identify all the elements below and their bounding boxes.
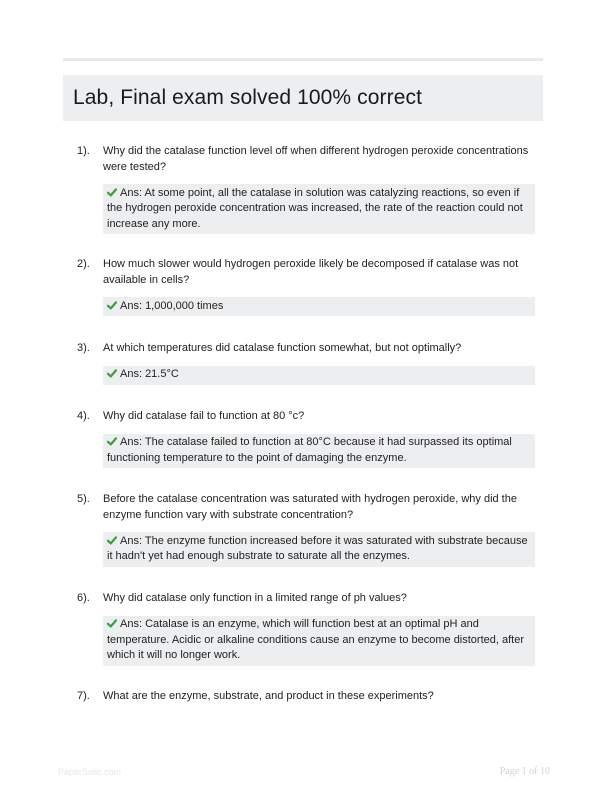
- answer-box: [103, 297, 535, 316]
- top-divider: [63, 58, 543, 61]
- question-text: At which temperatures did catalase function somewhat, but not optimally?: [103, 342, 462, 354]
- question-number: 1).: [77, 145, 90, 157]
- answer-text: Ans: The catalase failed to function at 80°C because it had surpassed its optimal functioning temperature to the point of damaging the enzyme.: [107, 436, 512, 464]
- question-text: Why did catalase fail to function at 80 °c?: [103, 410, 305, 422]
- question-text: Before the catalase concentration was saturated with hydrogen peroxide, why did the enzyme function vary with substrate concentration?: [103, 493, 517, 521]
- question-number: 4).: [77, 410, 90, 422]
- question-text: What are the enzyme, substrate, and product in these experiments?: [103, 690, 434, 702]
- question-item-1: [77, 144, 547, 234]
- answer-text: Ans: Catalase is an enzyme, which will function best at an optimal pH and temperature. Acidic or alkaline conditions cause an enzyme to become distorted, after which it will no longer work.: [107, 618, 525, 661]
- question-text: Why did catalase only function in a limited range of ph values?: [103, 592, 407, 604]
- question-item-4: [77, 409, 547, 468]
- page-indicator: Page 1 of 10: [499, 766, 550, 777]
- answer-box: [103, 434, 535, 469]
- question-text: How much slower would hydrogen peroxide likely be decomposed if catalase was not available in cells?: [103, 258, 519, 286]
- question-item-7: [77, 689, 547, 705]
- question-number: 6).: [77, 592, 90, 604]
- question-item-2: [77, 257, 547, 316]
- question-number: 5).: [77, 493, 90, 505]
- question-number: 2).: [77, 258, 90, 270]
- question-number: 3).: [77, 342, 90, 354]
- check-icon: [107, 301, 117, 310]
- answer-text: Ans: At some point, all the catalase in solution was catalyzing reactions, so even if the hydrogen peroxide concentration was increased, the rate of the reaction could not increase any more.: [107, 186, 523, 230]
- check-icon: [107, 188, 117, 197]
- answer-box: [103, 616, 535, 666]
- check-icon: [107, 437, 117, 446]
- answer-text: Ans: 1,000,000 times: [120, 299, 224, 312]
- document-title: Lab, Final exam solved 100% correct: [73, 86, 423, 109]
- check-icon: [107, 536, 117, 545]
- title-banner: [63, 75, 543, 121]
- question-number: 7).: [77, 690, 90, 702]
- answer-box: [103, 366, 535, 385]
- question-item-5: [77, 492, 547, 567]
- question-item-6: [77, 591, 547, 666]
- check-icon: [107, 619, 117, 628]
- answer-text: Ans: The enzyme function increased before it was saturated with substrate because it hadn't yet had enough substrate to saturate all the enzymes.: [107, 534, 528, 562]
- answer-box: [103, 532, 535, 567]
- answer-box: [103, 184, 535, 234]
- answer-text: Ans: 21.5°C: [120, 368, 179, 380]
- question-item-3: [77, 341, 547, 385]
- check-icon: [107, 369, 117, 378]
- watermark-text: PaperSolic.com: [58, 767, 122, 777]
- question-text: Why did the catalase function level off when different hydrogen peroxide concentrations were tested?: [103, 145, 529, 173]
